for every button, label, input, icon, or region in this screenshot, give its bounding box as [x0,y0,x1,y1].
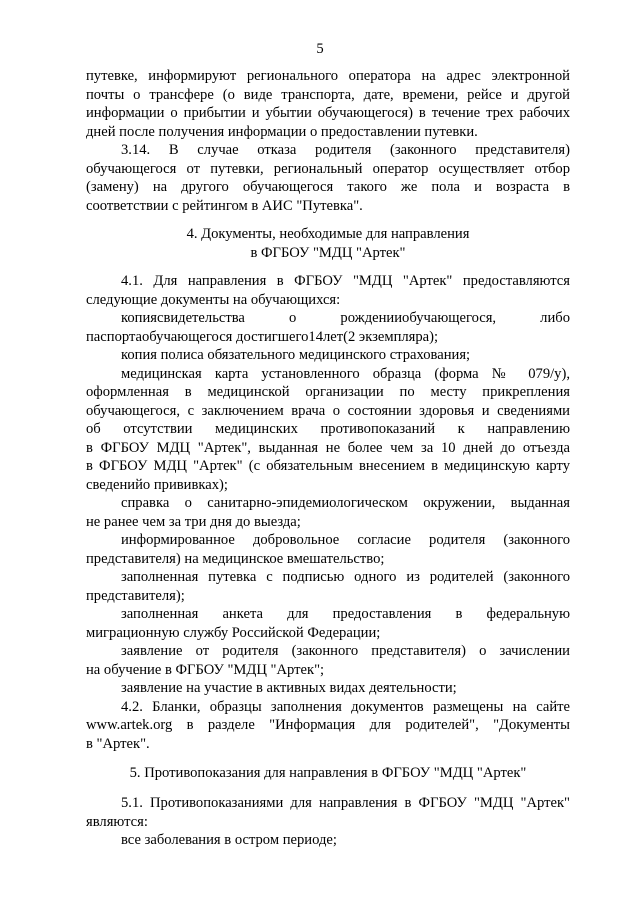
page-number: 5 [316,41,324,57]
text-line: обучающегося, с заключением врача о состоянии здоровья и сведениями [86,402,570,419]
text-line: соответствии с рейтингом в АИС "Путевка". [86,197,363,214]
text-line: обучающегося от путевки, региональный оператор осуществляет отбор [86,160,570,177]
text-line: миграционную службу Российской Федерации; [86,624,381,641]
text-line: не ранее чем за три дня до выезда; [86,513,301,530]
text-line: представителя) на медицинское вмешательство; [86,550,385,567]
text-line: заполненная анкета для предоставления в федеральную [121,606,570,622]
text-line: об отсутствии медицинских противопоказаний к направлению [86,421,570,437]
text-line: в ФГБОУ МДЦ "Артек", выданная не более чем за 10 дней до отъезда [86,439,570,456]
text-line: почты о трансфере (о виде транспорта, дате, времени, рейсе и другой [86,86,570,103]
section-heading: 5. Противопоказания для направления в ФГБОУ "МДЦ "Артек" [129,765,527,781]
text-line: являются: [86,813,148,830]
text-line: медицинская карта установленного образца (форма № 079/у), [121,365,570,382]
text-line: оформленная в медицинской организации по месту прикрепления [86,384,570,400]
text-line: www.artek.org в разделе "Информация для родителей", "Документы [86,717,570,733]
text-line: все заболевания в остром периоде; [121,832,337,848]
text-line: на обучение в ФГБОУ "МДЦ "Артек"; [86,661,325,678]
text-line: заполненная путевка с подписью одного из родителей (законного [121,569,570,585]
text-line: 5.1. Противопоказаниями для направления в ФГБОУ "МДЦ "Артек" [121,795,570,811]
text-line: паспортаобучающегося достигшего14лет(2 экземпляра); [86,328,439,345]
text-line: копиясвидетельства о рожденииобучающегося, либо [121,310,570,326]
text-line: дней после получения информации о предоставлении путевки. [86,123,478,140]
text-line: информированное добровольное согласие родителя (законного [121,532,570,548]
text-line: в ФГБОУ МДЦ "Артек" (с обязательным внесением в медицинскую карту [86,458,570,474]
text-line: 4.2. Бланки, образцы заполнения документов размещены на сайте [121,698,570,715]
text-line: информации о прибытии и убытии обучающегося) в течение трех рабочих [86,105,570,121]
text-line: представителя); [86,587,185,604]
text-line: заявление на участие в активных видах деятельности; [121,680,457,696]
text-line: заявление от родителя (законного представителя) о зачислении [121,643,570,659]
text-line: (замену) на другого обучающегося такого же пола и возраста в [86,179,570,195]
text-line: справка о санитарно-эпидемиологическом окружении, выданная [121,495,570,511]
text-line: сведенийо прививках); [86,476,228,493]
text-line: 3.14. В случае отказа родителя (законного представителя) [121,142,570,158]
text-line: путевке, информируют регионального оператора на адрес электронной [86,68,570,84]
text-line: следующие документы на обучающихся: [86,291,341,308]
text-line: копия полиса обязательного медицинского страхования; [121,347,471,363]
text-line: в "Артек". [86,735,150,752]
section-heading: в ФГБОУ "МДЦ "Артек" [250,244,406,261]
text-line: 4.1. Для направления в ФГБОУ "МДЦ "Артек" предоставляются [121,273,570,289]
section-heading: 4. Документы, необходимые для направления [186,226,470,242]
